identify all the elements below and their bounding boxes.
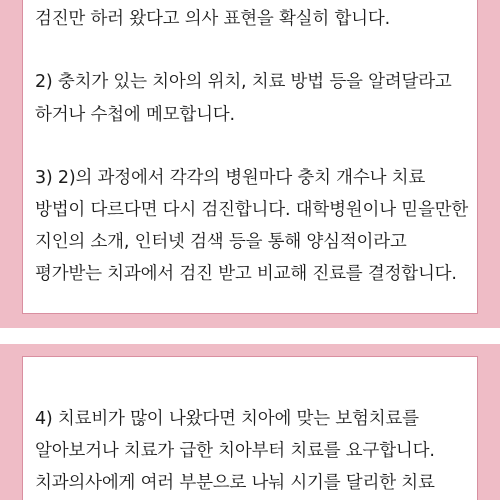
bottom-info-panel: [0, 344, 500, 500]
text-line: 치과의사에게 여러 부분으로 나눠 시기를 달리한 치료: [35, 473, 435, 493]
text-line: 3) 2)의 과정에서 각각의 병원마다 충치 개수나 치료: [35, 168, 426, 188]
text-line: 2) 충치가 있는 치아의 위치, 치료 방법 등을 알려달라고: [35, 72, 452, 92]
text-line: 평가받는 치과에서 검진 받고 비교해 진료를 결정합니다.: [35, 264, 457, 284]
text-line: 하거나 수첩에 메모합니다.: [35, 105, 235, 125]
text-line: 지인의 소개, 인터넷 검색 등을 통해 양심적이라고: [35, 232, 407, 252]
text-line: 4) 치료비가 많이 나왔다면 치아에 맞는 보험치료를: [35, 409, 419, 429]
bottom-panel-content: [22, 356, 478, 500]
top-panel-content: [22, 0, 478, 314]
text-line: 검진만 하러 왔다고 의사 표현을 확실히 합니다.: [35, 9, 390, 29]
text-line: 알아보거나 치료가 급한 치아부터 치료를 요구합니다.: [35, 441, 435, 461]
text-line: 방법이 다르다면 다시 검진합니다. 대학병원이나 믿을만한: [35, 200, 469, 220]
